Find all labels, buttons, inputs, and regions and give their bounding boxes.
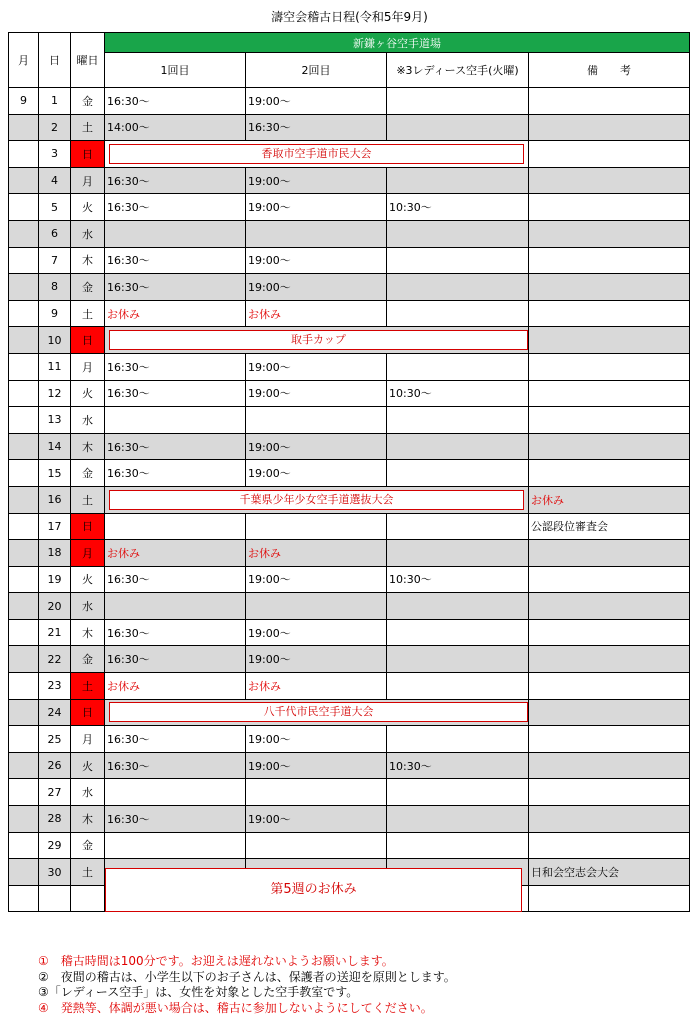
ladies-session-cell — [387, 619, 529, 646]
weekday-cell: 水 — [71, 220, 105, 247]
remarks-cell — [529, 832, 690, 859]
weekday-cell: 水 — [71, 593, 105, 620]
second-session-cell: 19:00～ — [246, 646, 387, 673]
remarks-cell: 公認段位審査会 — [529, 513, 690, 540]
ladies-session-cell — [387, 460, 529, 487]
table-row — [9, 513, 690, 540]
remarks-cell — [529, 619, 690, 646]
day-cell: 3 — [39, 141, 71, 168]
ladies-session-cell: 10:30～ — [387, 566, 529, 593]
ladies-session-cell — [387, 167, 529, 194]
first-session-cell: 16:30～ — [105, 752, 246, 779]
month-cell — [9, 380, 39, 407]
table-row — [9, 194, 690, 221]
ladies-session-cell — [387, 247, 529, 274]
second-session-cell — [246, 779, 387, 806]
session-cell — [387, 832, 529, 859]
remarks-cell — [529, 274, 690, 301]
remarks-cell — [529, 460, 690, 487]
month-cell — [9, 752, 39, 779]
second-session-cell — [246, 593, 387, 620]
header-remarks: 備 考 — [529, 53, 690, 88]
table-row — [9, 619, 690, 646]
month-cell — [9, 859, 39, 886]
ladies-session-cell — [387, 300, 529, 327]
first-session-cell — [105, 513, 246, 540]
weekday-cell: 水 — [71, 407, 105, 434]
first-session-cell — [105, 220, 246, 247]
weekday-cell: 土 — [71, 114, 105, 141]
table-row — [9, 141, 690, 168]
event-box: 取手カップ — [109, 330, 528, 350]
month-cell — [9, 407, 39, 434]
month-cell — [9, 806, 39, 833]
ladies-session-cell — [387, 673, 529, 700]
day-cell: 22 — [39, 646, 71, 673]
event-cell — [105, 486, 529, 513]
month-cell — [9, 513, 39, 540]
weekday-cell: 木 — [71, 806, 105, 833]
first-session-cell — [105, 779, 246, 806]
day-cell: 5 — [39, 194, 71, 221]
month-cell — [9, 327, 39, 354]
ladies-session-cell — [387, 114, 529, 141]
remarks-cell — [529, 646, 690, 673]
ladies-session-cell — [387, 593, 529, 620]
day-cell: 11 — [39, 353, 71, 380]
event-box: 千葉県少年少女空手道選抜大会 — [109, 490, 524, 510]
first-session-cell: 16:30～ — [105, 274, 246, 301]
day-cell: 6 — [39, 220, 71, 247]
header-second-session: 2回目 — [246, 53, 387, 88]
day-cell: 24 — [39, 699, 71, 726]
fifth-week-event-box: 第5週のお休み — [105, 868, 522, 912]
month-cell — [9, 540, 39, 567]
weekday-cell: 土 — [71, 673, 105, 700]
second-session-cell: 16:30～ — [246, 114, 387, 141]
month-cell — [9, 619, 39, 646]
day-cell: 27 — [39, 779, 71, 806]
remarks-cell — [529, 300, 690, 327]
first-session-cell: 16:30～ — [105, 619, 246, 646]
first-session-cell: 16:30～ — [105, 167, 246, 194]
second-session-cell: 19:00～ — [246, 460, 387, 487]
event-cell — [105, 327, 529, 354]
table-row — [9, 486, 690, 513]
remarks-cell — [529, 752, 690, 779]
table-row — [9, 88, 690, 115]
first-session-cell: 16:30～ — [105, 194, 246, 221]
table-row — [9, 407, 690, 434]
ladies-session-cell — [387, 779, 529, 806]
weekday-cell: 金 — [71, 646, 105, 673]
day-cell: 15 — [39, 460, 71, 487]
first-session-cell: 16:30～ — [105, 806, 246, 833]
header-first-session: 1回目 — [105, 53, 246, 88]
day-cell: 7 — [39, 247, 71, 274]
second-session-cell: お休み — [246, 540, 387, 567]
weekday-cell: 月 — [71, 540, 105, 567]
note-item: ④ 発熱等、体調が悪い場合は、稽古に参加しないようにしてください。 — [38, 1000, 433, 1015]
page-title: 濤空会稽古日程(令和5年9月) — [271, 10, 428, 24]
table-row — [9, 726, 690, 753]
second-session-cell: 19:00～ — [246, 752, 387, 779]
first-session-cell: お休み — [105, 540, 246, 567]
day-cell: 2 — [39, 114, 71, 141]
second-session-cell: 19:00～ — [246, 194, 387, 221]
table-row — [9, 353, 690, 380]
ladies-session-cell — [387, 433, 529, 460]
weekday-cell: 日 — [71, 513, 105, 540]
weekday-cell: 月 — [71, 726, 105, 753]
weekday-cell: 土 — [71, 300, 105, 327]
ladies-session-cell: 10:30～ — [387, 752, 529, 779]
table-row — [9, 593, 690, 620]
first-session-cell — [105, 593, 246, 620]
remarks-cell — [529, 779, 690, 806]
first-session-cell: 16:30～ — [105, 88, 246, 115]
table-row — [9, 327, 690, 354]
table-row — [9, 300, 690, 327]
weekday-cell: 木 — [71, 247, 105, 274]
second-session-cell: 19:00～ — [246, 380, 387, 407]
day-cell: 28 — [39, 806, 71, 833]
weekday-cell: 月 — [71, 167, 105, 194]
month-cell — [9, 779, 39, 806]
month-cell — [9, 460, 39, 487]
remarks-cell — [529, 407, 690, 434]
session-cell — [105, 832, 246, 859]
table-row — [9, 247, 690, 274]
month-cell — [9, 486, 39, 513]
table-row — [9, 566, 690, 593]
ladies-session-cell — [387, 88, 529, 115]
table-row — [9, 832, 690, 859]
month-cell — [9, 167, 39, 194]
remarks-cell — [529, 114, 690, 141]
session-cell — [246, 832, 387, 859]
second-session-cell: 19:00～ — [246, 619, 387, 646]
table-row — [9, 114, 690, 141]
remarks-cell: お休み — [529, 486, 690, 513]
weekday-cell: 火 — [71, 194, 105, 221]
header-weekday: 曜日 — [71, 33, 105, 88]
note-item: ② 夜間の稽古は、小学生以下のお子さんは、保護者の送迎を原則とします。 — [38, 969, 456, 984]
first-session-cell: お休み — [105, 300, 246, 327]
weekday-cell: 金 — [71, 460, 105, 487]
table-row — [9, 167, 690, 194]
first-session-cell: 16:30～ — [105, 247, 246, 274]
table-row — [9, 646, 690, 673]
ladies-session-cell: 10:30～ — [387, 194, 529, 221]
first-session-cell: 16:30～ — [105, 433, 246, 460]
remarks-cell — [529, 220, 690, 247]
weekday-cell: 金 — [71, 274, 105, 301]
month-cell — [9, 194, 39, 221]
remarks-cell — [529, 247, 690, 274]
day-cell: 18 — [39, 540, 71, 567]
weekday-cell: 金 — [71, 88, 105, 115]
ladies-session-cell — [387, 513, 529, 540]
table-row — [9, 779, 690, 806]
ladies-session-cell — [387, 646, 529, 673]
weekday-cell: 水 — [71, 779, 105, 806]
first-session-cell: 16:30～ — [105, 726, 246, 753]
second-session-cell: 19:00～ — [246, 88, 387, 115]
month-cell — [9, 274, 39, 301]
month-cell — [9, 353, 39, 380]
first-session-cell: 16:30～ — [105, 566, 246, 593]
month-cell — [9, 699, 39, 726]
day-cell: 8 — [39, 274, 71, 301]
day-cell: 14 — [39, 433, 71, 460]
note-item: ③「レディース空手」は、女性を対象とした空手教室です。 — [38, 985, 359, 999]
table-row — [9, 752, 690, 779]
day-cell: 13 — [39, 407, 71, 434]
remarks-cell — [529, 194, 690, 221]
month-cell — [9, 673, 39, 700]
weekday-cell: 土 — [71, 486, 105, 513]
header-day: 日 — [39, 33, 71, 88]
remarks-cell — [529, 380, 690, 407]
second-session-cell: 19:00～ — [246, 806, 387, 833]
second-session-cell: 19:00～ — [246, 247, 387, 274]
event-box: 香取市空手道市民大会 — [109, 144, 524, 164]
remarks-cell — [529, 726, 690, 753]
month-cell — [9, 726, 39, 753]
note-item: ① 稽古時間は100分です。お迎えは遅れないようお願いします。 — [38, 954, 394, 968]
remarks-cell — [529, 806, 690, 833]
month-cell — [9, 646, 39, 673]
remarks-cell — [529, 593, 690, 620]
second-session-cell: お休み — [246, 300, 387, 327]
second-session-cell — [246, 407, 387, 434]
table-row — [9, 433, 690, 460]
table-row — [9, 274, 690, 301]
day-cell: 9 — [39, 300, 71, 327]
second-session-cell: 19:00～ — [246, 353, 387, 380]
day-cell: 10 — [39, 327, 71, 354]
second-session-cell: 19:00～ — [246, 726, 387, 753]
second-session-cell — [246, 513, 387, 540]
day-cell: 17 — [39, 513, 71, 540]
day-cell: 30 — [39, 859, 71, 886]
day-cell: 20 — [39, 593, 71, 620]
remarks-cell — [529, 353, 690, 380]
ladies-session-cell: 10:30～ — [387, 380, 529, 407]
remarks-cell — [529, 540, 690, 567]
weekday-cell: 火 — [71, 566, 105, 593]
second-session-cell: 19:00～ — [246, 274, 387, 301]
month-cell — [9, 433, 39, 460]
day-cell: 1 — [39, 88, 71, 115]
ladies-session-cell — [387, 220, 529, 247]
first-session-cell: 16:30～ — [105, 646, 246, 673]
first-session-cell: 14:00～ — [105, 114, 246, 141]
ladies-session-cell — [387, 274, 529, 301]
day-cell: 26 — [39, 752, 71, 779]
table-row — [9, 460, 690, 487]
table-row — [9, 220, 690, 247]
ladies-session-cell — [387, 726, 529, 753]
weekday-cell: 月 — [71, 353, 105, 380]
month-cell: 9 — [9, 88, 39, 115]
second-session-cell — [246, 220, 387, 247]
day-cell: 4 — [39, 167, 71, 194]
remarks-cell — [529, 327, 690, 354]
weekday-cell: 木 — [71, 619, 105, 646]
day-cell: 12 — [39, 380, 71, 407]
month-cell — [9, 832, 39, 859]
first-session-cell: 16:30～ — [105, 460, 246, 487]
table-row — [9, 673, 690, 700]
empty-cell — [9, 885, 39, 912]
first-session-cell: お休み — [105, 673, 246, 700]
table-row — [9, 540, 690, 567]
table-row — [9, 699, 690, 726]
empty-cell — [529, 885, 690, 912]
remarks-cell — [529, 141, 690, 168]
second-session-cell: お休み — [246, 673, 387, 700]
schedule-table — [8, 32, 690, 912]
weekday-cell: 火 — [71, 752, 105, 779]
day-cell: 21 — [39, 619, 71, 646]
month-cell — [9, 220, 39, 247]
empty-cell — [71, 885, 105, 912]
remarks-cell — [529, 566, 690, 593]
first-session-cell — [105, 407, 246, 434]
header-month: 月 — [9, 33, 39, 88]
empty-cell — [39, 885, 71, 912]
weekday-cell: 木 — [71, 433, 105, 460]
weekday-cell: 日 — [71, 141, 105, 168]
month-cell — [9, 114, 39, 141]
day-cell: 23 — [39, 673, 71, 700]
second-session-cell: 19:00～ — [246, 167, 387, 194]
weekday-cell: 火 — [71, 380, 105, 407]
ladies-session-cell — [387, 806, 529, 833]
second-session-cell: 19:00～ — [246, 433, 387, 460]
first-session-cell: 16:30～ — [105, 380, 246, 407]
event-box: 八千代市民空手道大会 — [109, 702, 528, 722]
ladies-session-cell — [387, 353, 529, 380]
event-cell — [105, 141, 529, 168]
remarks-cell — [529, 699, 690, 726]
day-cell: 25 — [39, 726, 71, 753]
month-cell — [9, 247, 39, 274]
month-cell — [9, 141, 39, 168]
month-cell — [9, 566, 39, 593]
table-row — [9, 380, 690, 407]
weekday-cell: 日 — [71, 327, 105, 354]
remarks-cell — [529, 167, 690, 194]
weekday-cell: 土 — [71, 859, 105, 886]
remarks-cell: 日和会空志会大会 — [529, 859, 690, 886]
table-row — [9, 806, 690, 833]
second-session-cell: 19:00～ — [246, 566, 387, 593]
remarks-cell — [529, 433, 690, 460]
ladies-session-cell — [387, 540, 529, 567]
weekday-cell: 日 — [71, 699, 105, 726]
day-cell: 16 — [39, 486, 71, 513]
remarks-cell — [529, 673, 690, 700]
day-cell: 19 — [39, 566, 71, 593]
header-ladies-karate: ※3レディース空手(火曜) — [387, 53, 529, 88]
first-session-cell: 16:30～ — [105, 353, 246, 380]
month-cell — [9, 300, 39, 327]
month-cell — [9, 593, 39, 620]
day-cell: 29 — [39, 832, 71, 859]
remarks-cell — [529, 88, 690, 115]
venue-header: 新鎌ヶ谷空手道場 — [105, 33, 690, 53]
weekday-cell: 金 — [71, 832, 105, 859]
ladies-session-cell — [387, 407, 529, 434]
footer-notes — [38, 954, 456, 1016]
event-cell — [105, 699, 529, 726]
